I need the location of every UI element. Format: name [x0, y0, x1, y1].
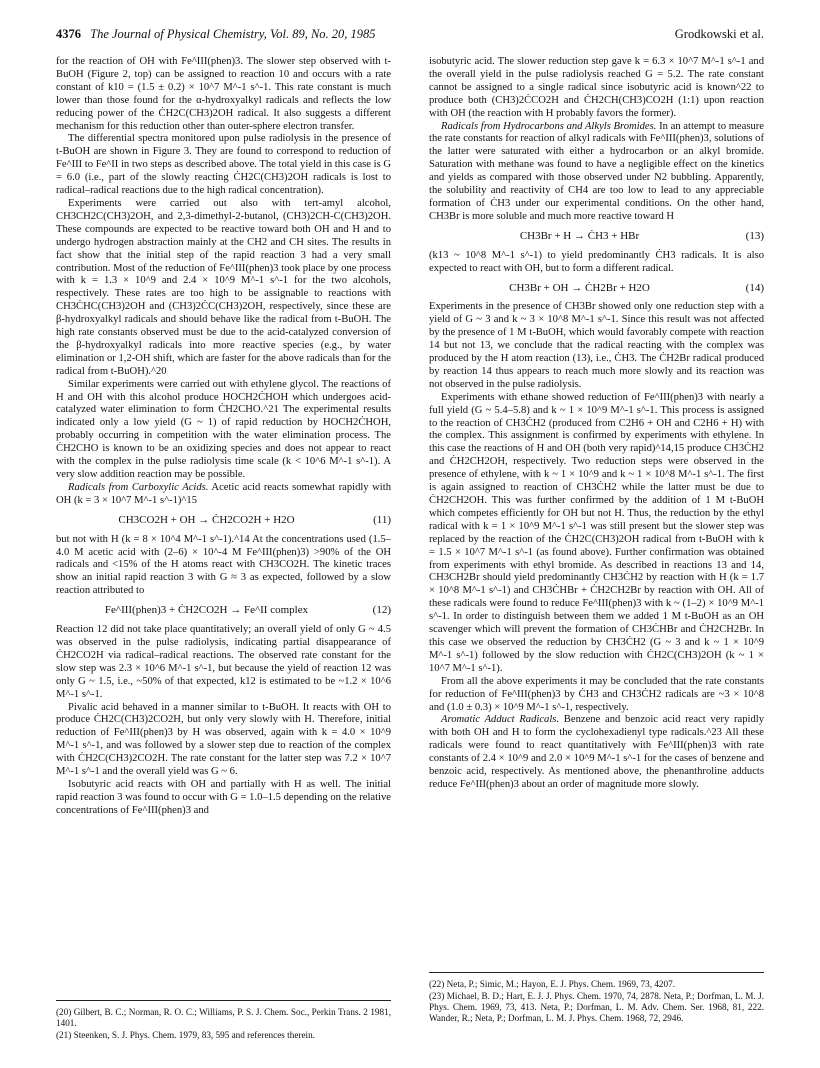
equation-expression: CH3CO2H + OH → ĊH2CO2H + H2O: [118, 513, 295, 526]
paragraph: Pivalic acid behaved in a manner similar to t-BuOH. It reacts with OH to produce ĊH2C(CH3)2CO2H, but only very slowly with H. Therefore, initial reduction of Fe^III(phen)3 by H was observed, again with k = 4.0 × 10^9 M^-1 s^-1, and was followed by a slower step due to reaction of the complex with ĊH2C(CH3)2CO2H. The rate constant for the latter step was 7.2 × 10^7 M^-1 s^-1 and the overall yield was G ~ 6.: [56, 701, 391, 778]
equation-number: (14): [745, 281, 764, 294]
paragraph: Experiments in the presence of CH3Br showed only one reduction step with a yield of G ~ 3 and k ~ 3 × 10^8 M^-1 s^-1. Since this result was not affected by the presence of 1 M t-BuOH, which would favorably compete with reaction 14 but not 13, we conclude that the radical reacting with the complex was produced by the H atom reaction (13), i.e., ĊH3. The ĊH2Br radical produced by reaction 14 thus appears to reach much more slowly and its reaction was not observed in the pulse radiolysis.: [429, 301, 764, 390]
equation-number: (12): [372, 604, 391, 617]
footnote-rule: [56, 1000, 391, 1001]
equation-expression: CH3Br + H → ĊH3 + HBr: [519, 229, 640, 242]
footnotes-left: [56, 1000, 391, 1042]
paragraph: Experiments were carried out also with tert-amyl alcohol, CH3CH2C(CH3)2OH, and 2,3-dimethyl-2-butanol, (CH3)2CH-C(CH3)2OH. These compounds are expected to be reactive toward both OH and H and to undergo hydrogen abstraction mainly at the CH2 and CH sites. The results in fact show that the initial step of the rapid reaction 3 had a very small contribution. Most of the reduction of Fe^III(phen)3 took place by one process with k = 1.3 × 10^9 and 2.4 × 10^9 M^-1 s^-1 for the two alcohols, respectively. These rates are too high to be assignable to reactions with CH3ĊHC(CH3)2OH and (CH3)2ĊC(CH3)2OH, respectively, since these are β-hydroxyalkyl radicals and should behave like the radical from t-BuOH. The high rate constants observed must be due to the acid-catalyzed conversion of the β-hydroxyalkyl radicals into more reactive species (e.g., by water elimination or 1,2-OH shift, which are faster for the above radicals than for the radical from t-BuOH).^20: [56, 197, 391, 377]
equation-number: (11): [373, 513, 391, 526]
paragraph: Reaction 12 did not take place quantitatively; an overall yield of only G ~ 4.5 was observed in the pulse radiolysis, indicating partial disappearance of ĊH2CO2H via radical–radical reactions. The observed rate constant for the slow step was 2.3 × 10^6 M^-1 s^-1, but because the yield of reaction 12 was only G ~ 1.5, i.e., ~50% of that expected, k12 is estimated to be ~1.2 × 10^6 M^-1 s^-1.: [56, 624, 391, 700]
equation-13: [429, 230, 764, 243]
page-number: 4376: [56, 27, 81, 41]
paragraph-text: In an attempt to measure the rate constants for reaction of alkyl radicals with Fe^III(phen)3, solutions of the latter were saturated with either a hydrocarbon or an alkyl bromide. Saturation with methane was found to have a negligible effect on the kinetics and yields as compared with those observed under N2 bubbling. Apparently, the solubility and reactivity of CH4 are too low to lead to any appreciable formation of ĊH3 under our experimental conditions. On the other hand, CH3Br is more soluble and much more reactive toward H: [429, 120, 764, 222]
header-left: [56, 26, 376, 42]
paragraph: but not with H (k = 8 × 10^4 M^-1 s^-1).^14 At the concentrations used (1.5–4.0 M acetic acid with (2–6) × 10^-4 M Fe^III(phen)3) >90% of the OH radicals and <15% of the H atoms react with CH3CO2H. The kinetic traces show an initial rapid reaction 3 with G ≈ 3 as expected, followed by a slow reaction attributed to: [56, 533, 391, 597]
header-authors: Grodkowski et al.: [674, 27, 764, 41]
paragraph: [56, 482, 391, 508]
paragraph: Isobutyric acid reacts with OH and partially with H as well. The initial rapid reaction 3 was found to occur with G = 1.0–1.5 depending on the relative concentrations of Fe^III(phen)3 and: [56, 778, 391, 816]
paragraph: [429, 714, 764, 791]
paragraph: From all the above experiments it may be concluded that the rate constants for reduction of Fe^III(phen)3 by ĊH3 and CH3ĊH2 radicals are ~3 × 10^8 and (1.0 ± 0.3) × 10^9 M^-1 s^-1, respectively.: [429, 675, 764, 713]
footnote: (23) Michael, B. D.; Hart, E. J. J. Phys. Chem. 1970, 74, 2878. Neta, P.; Dorfman, L. M. J. Phys. Chem. 1969, 73, 413. Neta, P.; Dorfman, L. M. Adv. Chem. Ser. 1968, 81, 222. Wander, R.; Neta, P.; Dorfman, L. M. J. Phys. Chem. 1968, 72, 2946.: [429, 991, 764, 1023]
left-column: [56, 56, 391, 818]
equation-11: [56, 514, 391, 527]
paragraph: for the reaction of OH with Fe^III(phen)3. The slower step observed with t-BuOH (Figure 2, top) can be assigned to reaction 10 and occurs with a rate constant of k10 = (1.5 ± 0.2) × 10^7 M^-1 s^-1. This rate constant is much lower than those found for the α-hydroxyalkyl radicals and reflects the low reducing power of the ĊH2C(CH3)2OH radical. It also suggests a different mechanism for this reduction other than outer-sphere electron transfer.: [56, 56, 391, 132]
footnote: (20) Gilbert, B. C.; Norman, R. O. C.; Williams, P. S. J. Chem. Soc., Perkin Trans. 2 1981, 1401.: [56, 1007, 391, 1028]
paragraph: Similar experiments were carried out with ethylene glycol. The reactions of H and OH with this alcohol produce HOCH2ĊHOH which undergoes acid-catalyzed water elimination to form ĊH2CHO.^21 The experimental results indicated only a low yield (G ~ 1) of rapid reduction by HOCH2ĊHOH, probably occurring in competition with the water elimination process. The ĊH2CHO is known to be an oxidizing species and does not appear to react with the complex in the pulse radiolysis time scale (k < 10^6 M^-1 s^-1). A very slow addition reaction may be possible.: [56, 378, 391, 480]
paragraph: (k13 ~ 10^8 M^-1 s^-1) to yield predominantly ĊH3 radicals. It is also expected to react with OH, but to form a different radical.: [429, 249, 764, 274]
section-heading: Radicals from Carboxylic Acids.: [68, 481, 209, 493]
right-column: [429, 56, 764, 792]
journal-citation: The Journal of Physical Chemistry, Vol. 89, No. 20, 1985: [90, 27, 376, 41]
footnotes-right: [429, 972, 764, 1025]
paragraph: Experiments with ethane showed reduction of Fe^III(phen)3 with nearly a full yield (G ~ 5.4–5.8) and k ~ 1 × 10^9 M^-1 s^-1. This process is assigned to the reaction of CH3ĊH2 (produced from C2H6 + OH and C2H6 + H) with the complex. This assignment is confirmed by experiments with ethylene. In this case the reactions of H and OH (both very rapid)^14,15 produce CH3ĊH2 and ĊH2CH2OH, respectively. Two reduction steps were observed in the presence of ethylene, with k ~ 1 × 10^9 and k ~ 1 × 10^8 M^-1 s^-1. The first is again assigned to reaction of CH3ĊH2 while the latter must be due to ĊH2CH2OH. This was further confirmed by the addition of 1 M t-BuOH which competes efficiently for OH but not H. Thus, the reduction by the ethyl radical with k = 1 × 10^9 M^-1 s^-1 was still present but the slower step was replaced by the reaction of the ĊH2C(CH3)2OH radical from t-BuOH with k = 1.5 × 10^7 M^-1 s^-1 (as found above). Further confirmation was obtained from experiments with ethyl bromide. As described in reactions 13 and 14, CH3CH2Br should yield predominantly CH3ĊH2 by reaction with H (k = 1.7 × 10^8 M^-1 s^-1) and CH3ĊHBr + ĊH2CH2Br by reaction with OH. All of these radicals were found to reduce Fe^III(phen)3 with k ~ (1–2) × 10^9 M^-1 s^-1. In order to distinguish between them we added 1 M t-BuOH as an OH scavenger which will prevent the formation of CH3ĊHBr and ĊH2CH2Br. In this case we observed the reduction by CH3ĊH2 (G ~ 3 and k ~ 1 × 10^9 M^-1 s^-1) followed by the slow reduction with ĊH2C(CH3)2OH (k ~ 1 × 10^7 M^-1 s^-1).: [429, 391, 764, 674]
paragraph: isobutyric acid. The slower reduction step gave k = 6.3 × 10^7 M^-1 s^-1 and the overall yield in the pulse radiolysis reached G = 5.2. The rate constant cannot be assigned to a single radical since isobutyric acid is known^22 to produce both (CH3)2ĊCO2H and ĊH2CH(CH3)CO2H (1:1) upon reaction with OH (the reaction with H probably favors the former).: [429, 56, 764, 119]
paragraph: [429, 121, 764, 224]
footnote: (22) Neta, P.; Simic, M.; Hayon, E. J. Phys. Chem. 1969, 73, 4207.: [429, 979, 676, 989]
section-heading: Radicals from Hydrocarbons and Alkyls Bromides.: [441, 120, 657, 132]
paragraph-text: Benzene and benzoic acid react very rapidly with both OH and H to form the cyclohexadienyl type radicals.^23 All these radicals were found to react quantitatively with Fe^III(phen)3 with rate constants of 2.4 × 10^9 and 2.0 × 10^9 M^-1 s^-1 for the cases of benzene and benzoic acid, respectively. As mentioned above, the phenanthroline adducts reduce Fe^III(phen)3 about an order of magnitude more slowly.: [429, 714, 765, 790]
equation-expression: Fe^III(phen)3 + ĊH2CO2H → Fe^II complex: [104, 604, 309, 617]
equation-14: [429, 282, 764, 295]
page-header: [56, 26, 764, 42]
equation-expression: CH3Br + OH → ĊH2Br + H2O: [509, 281, 650, 294]
footnote-rule: [429, 972, 764, 973]
equation-12: [56, 604, 391, 617]
paragraph: The differential spectra monitored upon pulse radiolysis in the presence of t-BuOH are shown in Figure 3. They are found to correspond to reduction of Fe^III to Fe^II in two steps as described above. The total yield in this case is G = 6.0 (i.e., part of the slowly reacting ĊH2C(CH3)2OH radicals is lost to radical–radical reactions due to the high radical concentration).: [56, 133, 391, 197]
footnote: (21) Steenken, S. J. Phys. Chem. 1979, 83, 595 and references therein.: [56, 1030, 315, 1040]
section-heading: Aromatic Adduct Radicals.: [441, 714, 560, 726]
paragraph-text: Acetic acid reacts somewhat rapidly with OH (k = 3 × 10^7 M^-1 s^-1)^15: [56, 481, 391, 506]
equation-number: (13): [745, 229, 764, 242]
